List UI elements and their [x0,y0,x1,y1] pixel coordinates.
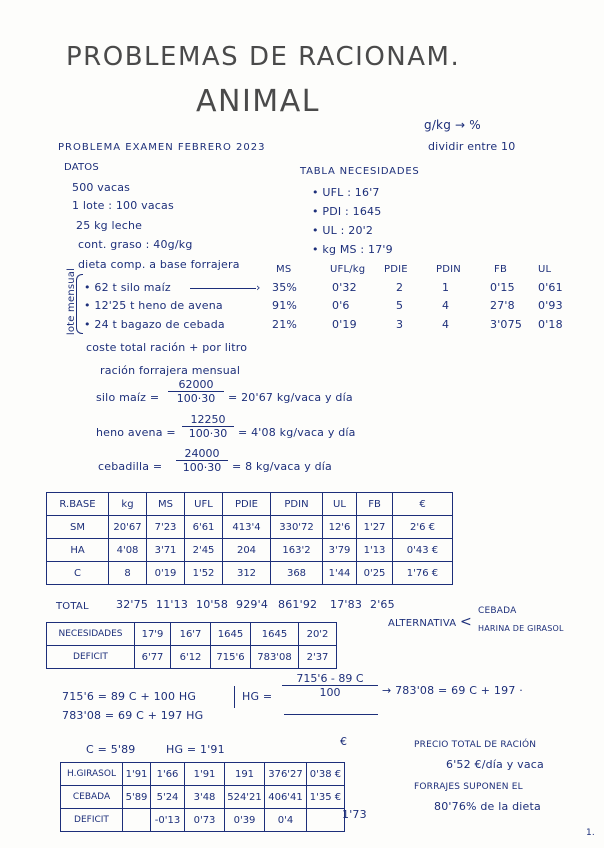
ingredient-ul: 0'93 [538,299,563,312]
table-header-cell: € [393,493,453,516]
table-header-cell: UL [323,493,357,516]
table-cell: 5'89 [123,786,151,809]
total-value: 17'83 [330,598,363,611]
total-label: TOTAL [56,601,89,612]
ingredient-pdin: 4 [442,299,450,312]
table-cell: CEBADA [61,786,123,809]
alternativa-brace: < [460,614,472,630]
alternativa-option: CEBADA [478,606,517,616]
table-row [47,623,337,646]
ingredient-pdie: 5 [396,299,404,312]
table-cell: 1'27 [357,516,393,539]
hg-denominator: 100 [319,686,341,699]
table-cell: 20'2 [299,623,337,646]
ingredient-label: • 12'25 t heno de avena [84,299,223,312]
table-cell: 1'91 [185,763,225,786]
table-header-cell: FB [357,493,393,516]
calc-label: cebadilla = [98,460,163,473]
table-cell: 0'19 [147,562,185,585]
datos-line: dieta comp. a base forrajera [78,258,240,271]
ingredient-pdie: 3 [396,318,404,331]
total-value: 2'65 [370,598,395,611]
hg-label: HG = [242,690,273,703]
calc-numerator: 24000 [176,447,228,461]
calc-denominator: 100·30 [188,427,228,440]
ration-table [46,492,453,585]
table-cell: 0'73 [185,809,225,832]
necesidad-item: • kg MS : 17'9 [312,243,393,256]
ingredient-arrowhead: › [256,281,261,294]
ingredient-ul: 0'18 [538,318,563,331]
table-cell: 0'38 € [307,763,345,786]
page-number: 1. [586,828,595,838]
ingredient-pdie: 2 [396,281,404,294]
ingredient-ufl: 0'19 [332,318,357,331]
ingredients-bracket [76,274,83,334]
table-cell: C [47,562,109,585]
table-cell: 7'23 [147,516,185,539]
ingredient-pdin: 1 [442,281,450,294]
ingredient-label: • 62 t silo maíz [84,281,171,294]
ingredient-pct: 21% [272,318,298,331]
table-cell: 1'91 [123,763,151,786]
table-cell: 406'41 [265,786,307,809]
ingredient-fb: 3'075 [490,318,523,331]
calc-denominator: 100·30 [176,392,216,405]
coste-line: coste total ración + por litro [86,341,248,354]
necesidades-heading: TABLA NECESIDADES [300,166,420,177]
racion-line: ración forrajera mensual [100,364,241,377]
table-cell: 20'67 [109,516,147,539]
solution-hg: HG = 1'91 [166,743,225,756]
table-cell: DEFICIT [61,809,123,832]
table-cell: 0'4 [265,809,307,832]
alternativa-label: ALTERNATIVA [388,618,457,629]
table-cell: 524'21 [225,786,265,809]
table-cell: 6'12 [171,646,211,669]
datos-line: cont. graso : 40g/kg [78,238,193,251]
table-row [61,809,345,832]
calc-fraction [168,378,224,405]
table-cell: HA [47,539,109,562]
table-cell: 0'43 € [393,539,453,562]
ms-header: MS [276,264,292,275]
table-row [47,516,453,539]
solution-c: C = 5'89 [86,743,136,756]
table-cell: 1'52 [185,562,223,585]
table-cell: 2'45 [185,539,223,562]
table-row [47,562,453,585]
hg-box-bottom [284,714,378,715]
forrajes-value: 80'76% de la dieta [434,800,541,813]
ingredient-pct: 35% [272,281,298,294]
table-cell: NECESIDADES [47,623,135,646]
table-cell: 0'25 [357,562,393,585]
table-cell: 1'13 [357,539,393,562]
table-cell: 368 [271,562,323,585]
datos-line: 500 vacas [72,181,131,194]
table-cell: 376'27 [265,763,307,786]
table-cell: 2'6 € [393,516,453,539]
table-row [47,539,453,562]
table-cell: 1645 [211,623,251,646]
table-row [61,786,345,809]
table-header-cell: MS [147,493,185,516]
table-cell: 163'2 [271,539,323,562]
hg-fraction [282,672,378,699]
total-value: 861'92 [278,598,318,611]
unit-conversion-note: g/kg → % [424,118,481,132]
alternativa-option: HARINA DE GIRASOL [478,624,564,633]
table-cell: 3'79 [323,539,357,562]
table-cell: 17'9 [135,623,171,646]
pdin-header: PDIN [436,264,461,275]
calc-denominator: 100·30 [182,461,222,474]
ul-header: UL [538,264,552,275]
datos-line: 1 lote : 100 vacas [72,199,174,212]
table-row [47,646,337,669]
ingredient-pct: 91% [272,299,298,312]
ingredient-ufl: 0'32 [332,281,357,294]
table-cell: 1645 [251,623,299,646]
table-cell: 5'24 [151,786,185,809]
table-header-cell: PDIN [271,493,323,516]
divide-note: dividir entre 10 [428,140,516,153]
table-cell: 1'66 [151,763,185,786]
calc-numerator: 62000 [168,378,224,392]
arrow [190,288,256,289]
datos-line: 25 kg leche [76,219,143,232]
table-cell: H.GIRASOL [61,763,123,786]
deficit-table [46,622,337,669]
necesidad-item: • PDI : 1645 [312,205,382,218]
equation: 715'6 = 89 C + 100 HG [62,690,197,703]
table-cell: 1'76 € [393,562,453,585]
datos-heading: DATOS [64,162,99,173]
table-cell: 3'71 [147,539,185,562]
table-cell: 783'08 [251,646,299,669]
ufl-header: UFL/kg [330,264,366,275]
table-cell: -0'13 [151,809,185,832]
ingredient-ul: 0'61 [538,281,563,294]
necesidad-item: • UL : 20'2 [312,224,374,237]
table-cell: 0'39 [225,809,265,832]
table-cell: 1'44 [323,562,357,585]
ingredient-label: • 24 t bagazo de cebada [84,318,225,331]
table-cell: 12'6 [323,516,357,539]
table-header-cell: UFL [185,493,223,516]
table-header-row [47,493,453,516]
table-cell: 6'61 [185,516,223,539]
table-cell: 3'48 [185,786,225,809]
ingredient-fb: 27'8 [490,299,515,312]
table-cell: 413'4 [223,516,271,539]
total-value: 10'58 [196,598,229,611]
calc-numerator: 12250 [182,413,234,427]
total-value: 929'4 [236,598,269,611]
calc-label: heno avena = [96,426,176,439]
table-cell [307,809,345,832]
calc-result: = 4'08 kg/vaca y día [238,426,356,439]
equation: 783'08 = 69 C + 197 HG [62,709,204,722]
separator [234,686,235,708]
page-title-line-1: PROBLEMAS DE RACIONAM. [66,42,461,72]
alternative-table [60,762,345,832]
ingredient-ufl: 0'6 [332,299,350,312]
table-cell: DEFICIT [47,646,135,669]
euro-symbol: € [340,735,348,748]
precio-value: 6'52 €/día y vaca [446,758,544,771]
problem-title: PROBLEMA EXAMEN FEBRERO 2023 [58,142,266,153]
forrajes-title: FORRAJES SUPONEN EL [414,782,523,792]
table-header-cell: R.BASE [47,493,109,516]
page-title-line-2: ANIMAL [196,84,320,119]
precio-title: PRECIO TOTAL DE RACIÓN [414,740,537,750]
table-cell: 312 [223,562,271,585]
ingredient-pdin: 4 [442,318,450,331]
table-header-cell: kg [109,493,147,516]
table-cell: 16'7 [171,623,211,646]
table-cell: 4'08 [109,539,147,562]
total-value: 11'13 [156,598,189,611]
table-cell: SM [47,516,109,539]
necesidad-item: • UFL : 16'7 [312,186,380,199]
lote-mensual-label: lote mensual [66,267,78,336]
table-cell: 8 [109,562,147,585]
total-value: 32'75 [116,598,149,611]
calc-result: = 8 kg/vaca y día [232,460,332,473]
table-cell: 715'6 [211,646,251,669]
calc-label: silo maíz = [96,391,160,404]
table-cell: 191 [225,763,265,786]
pdie-header: PDIE [384,264,408,275]
table-cell: 2'37 [299,646,337,669]
table-cell: 330'72 [271,516,323,539]
calc-fraction [176,447,228,474]
table-header-cell: PDIE [223,493,271,516]
calc-result: = 20'67 kg/vaca y día [228,391,353,404]
extra-total: 1'73 [342,808,367,821]
calc-fraction [182,413,234,440]
table-cell: 204 [223,539,271,562]
ingredient-fb: 0'15 [490,281,515,294]
fb-header: FB [494,264,508,275]
table-cell [123,809,151,832]
substitution: → 783'08 = 69 C + 197 · [382,684,523,697]
table-row [61,763,345,786]
hg-numerator: 715'6 - 89 C [282,672,378,686]
table-cell: 1'35 € [307,786,345,809]
table-cell: 6'77 [135,646,171,669]
